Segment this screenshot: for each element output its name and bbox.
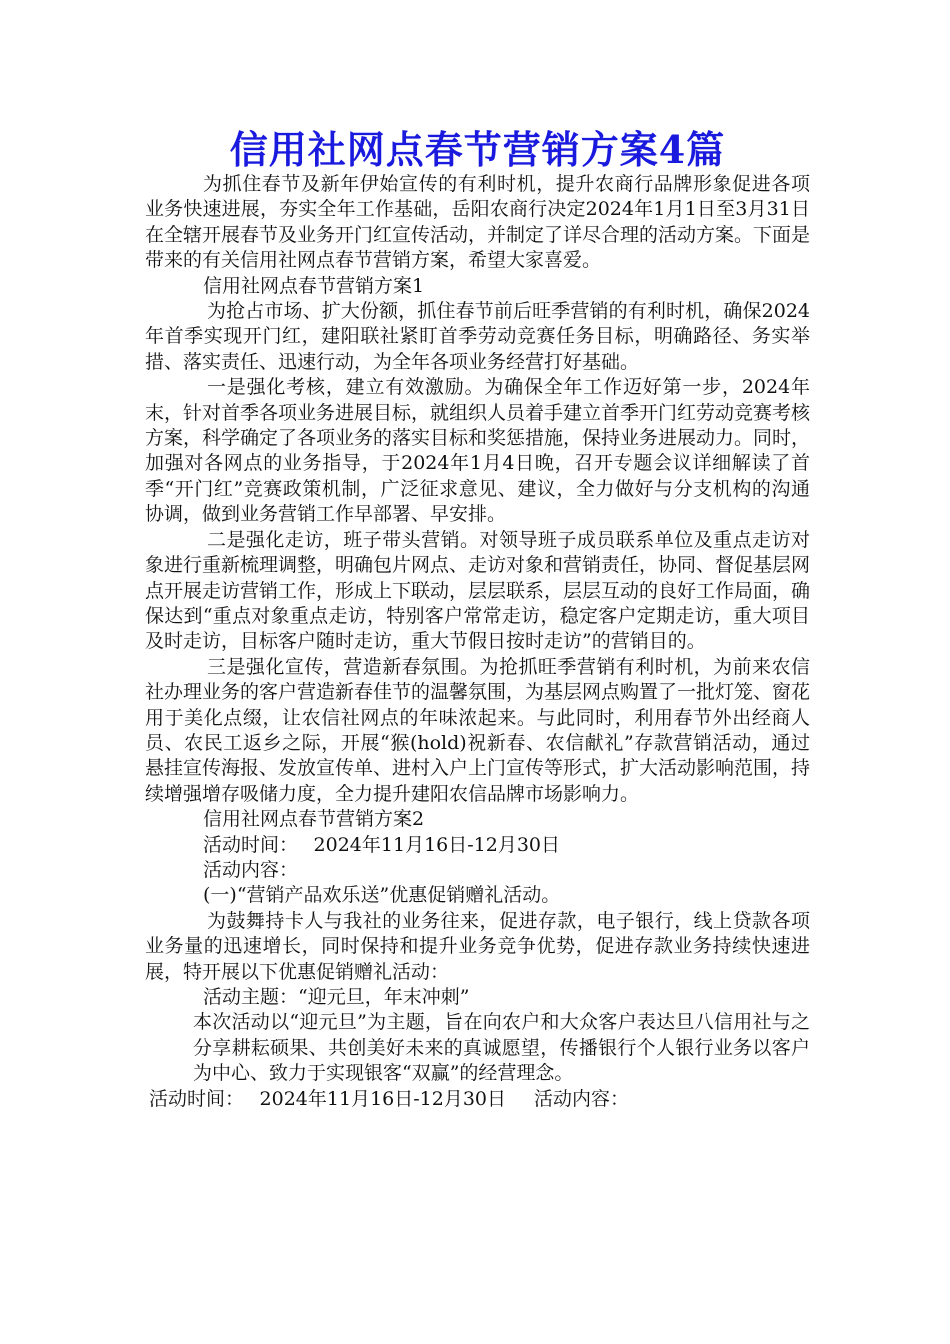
plan2-heading: 信用社网点春节营销方案2 [203,808,425,831]
plan1-paragraph-1: 为抢占市场、扩大份额，抓住春节前后旺季营销的有利时机，确保2024年首季实现开门红，建阳联社紧盯首季劳动竞赛任务目标，明确路径、务实举措、落实责任、迅速行动，为全年各项业务经营打好基础。 [145,300,810,373]
plan2-paragraph-2: 本次活动以“迎元旦”为主题，旨在向农户和大众客户表达旦八信用社与之分享耕耘硕果、共创美好未来的真诚愿望，传播银行个人银行业务以客户为中心、致力于实现银客“双赢”的经营理念。 [193,1011,810,1085]
plan1-heading: 信用社网点春节营销方案1 [203,274,425,297]
plan2-paragraph-1: 为鼓舞持卡人与我社的业务往来，促进存款，电子银行，线上贷款各项业务量的迅速增长，同时保持和提升业务竞争优势，促进存款业务持续快速进展，特开展以下优惠促销赠礼活动： [145,909,810,983]
plan2-last-time: 活动时间： 2024年11月16日-12月30日 [149,1087,507,1110]
intro-paragraph: 为抓住春节及新年伊始宣传的有利时机，提升农商行品牌形象促进各项业务快速进展，夯实全年工作基础，岳阳农商行决定2024年1月1日至3月31日在全辖开展春节及业务开门红宣传活动，并制定了详尽合理的活动方案。下面是带来的有关信用社网点春节营销方案，希望大家喜爱。 [145,173,811,272]
plan2-item-1: (一)“营销产品欢乐送”优惠促销赠礼活动。 [203,884,561,907]
plan1-paragraph-3: 二是强化走访，班子带头营销。对领导班子成员联系单位及重点走访对象进行重新梳理调整，明确包片网点、走访对象和营销责任，协同、督促基层网点开展走访营销工作，形成上下联动，层层联系，层层互动的良好工作局面，确保达到“重点对象重点走访，特别客户常常走访，稳定客户定期走访，重大项目及时走访，目标客户随时走访，重大节假日按时走访”的营销目的。 [145,528,811,653]
plan2-paragraph-2-wrap [145,1010,810,1086]
plan2-last-content: 活动内容： [534,1087,630,1110]
plan1-paragraph-4: 三是强化宣传，营造新春氛围。为抢抓旺季营销有利时机，为前来农信社办理业务的客户营造新春佳节的温馨氛围，为基层网点购置了一批灯笼、窗花用于美化点缀，让农信社网点的年味浓起来。与此同时，利用春节外出经商人员、农民工返乡之际，开展“猴(hold)祝新春、农信献礼”存款营销活动，通过悬挂宣传海报、发放宣传单、进村入户上门宣传等形式，扩大活动影响范围，持续增强增存吸储力度，全力提升建阳农信品牌市场影响力。 [145,655,811,805]
plan2-time-line: 活动时间： 2024年11月16日-12月30日 [203,833,561,856]
document-page [145,126,810,1112]
plan2-theme: 活动主题：“迎元旦，年末冲刺” [203,986,470,1008]
document-title: 信用社网点春节营销方案4篇 [229,127,726,172]
plan2-last-line [145,1087,810,1112]
plan1-paragraph-2: 一是强化考核，建立有效激励。为确保全年工作迈好第一步，2024年末，针对首季各项业务进展目标，就组织人员着手建立首季开门红劳动竞赛考核方案，科学确定了各项业务的落实目标和奖惩措施，保持业务进展动力。同时，加强对各网点的业务指导，于2024年1月4日晚，召开专题会议详细解读了首季“开门红”竞赛政策机制，广泛征求意见、建议，全力做好与分支机构的沟通协调，做到业务营销工作早部署、早安排。 [145,376,811,526]
plan2-content-label: 活动内容： [203,858,299,881]
